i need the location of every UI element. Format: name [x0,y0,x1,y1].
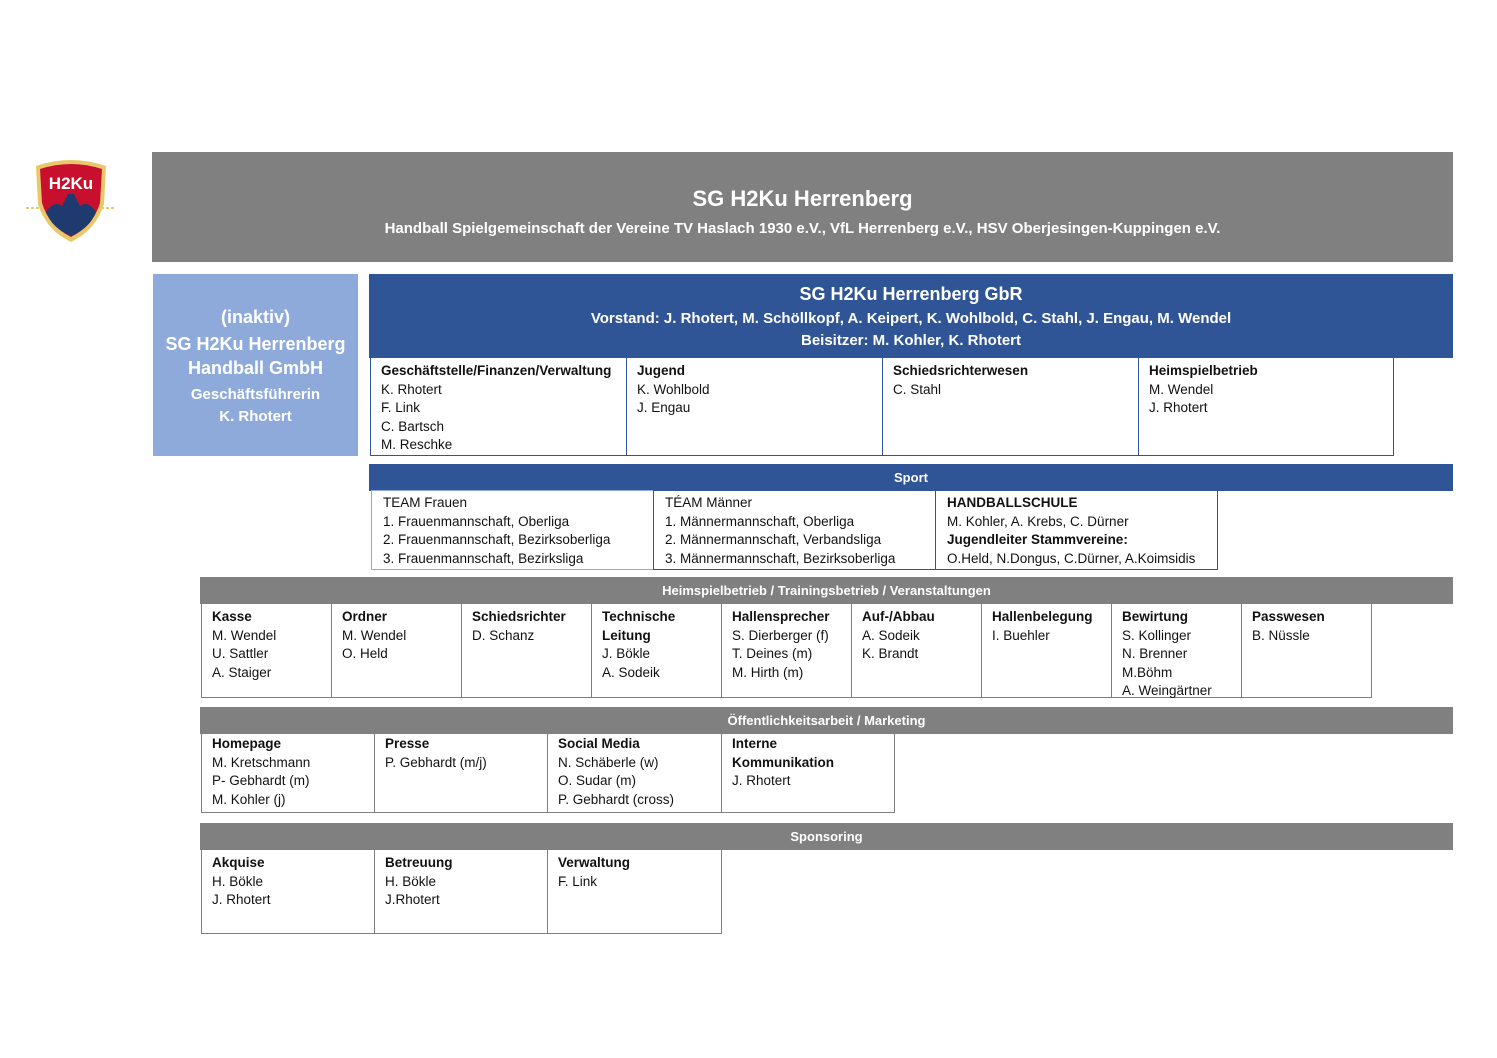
cell-member: M. Kohler, A. Krebs, C. Dürner [947,513,1129,529]
marketing-cell-interne-kommunikation [721,733,895,813]
team-item: 1. Männermannschaft, Oberliga [665,513,855,529]
cell-member: M. Wendel [1149,381,1214,397]
cell-title: Schiedsrichterwesen [893,363,1029,378]
cell-title: Presse [385,736,430,751]
cell-member: J. Rhotert [732,773,791,788]
heim-cell-passwesen [1241,603,1372,698]
gmbh-name-line2: Handball GmbH [187,358,323,378]
cell-title: Ordner [342,609,388,624]
heim-cell-auf-abbau [851,603,982,698]
cell-member: J. Bökle [602,646,651,661]
cell-member: M. Wendel [342,627,407,643]
cell-member: D. Schanz [472,627,535,643]
cell-member: A. Sodeik [602,664,660,680]
cell-subtitle: Jugendleiter Stammvereine: [947,532,1128,547]
cell-title: Hallensprecher [732,609,830,624]
sponsoring-cell-akquise [201,849,375,934]
cell-member: J. Rhotert [1149,400,1208,415]
sponsoring-bar: Sponsoring [200,823,1453,850]
cell-member: P- Gebhardt (m) [212,773,310,788]
cell-title: Betreuung [385,855,453,870]
cell-member: M.Böhm [1122,664,1173,680]
team-item: 2. Frauenmannschaft, Bezirksoberliga [383,532,611,547]
gmbh-role: Geschäftsführerin [190,386,321,403]
team-item: 3. Männermannschaft, Bezirksoberliga [665,550,896,566]
heim-cell-hallensprecher [721,603,852,698]
cell-member: O.Held, N.Dongus, C.Dürner, A.Koimsidis [947,550,1196,566]
cell-title: Social Media [558,736,640,751]
board-cell-geschaeftsstelle [370,357,627,456]
cell-member: K. Wohlbold [637,381,710,397]
cell-member: K. Brandt [862,646,919,661]
cell-member: M. Kretschmann [212,754,311,770]
cell-title: Kasse [212,609,252,624]
heim-cell-technische-leitung [591,603,722,698]
cell-member: U. Sattler [212,646,269,661]
page-title: SG H2Ku Herrenberg [692,186,913,211]
cell-title: Geschäftstelle/Finanzen/Verwaltung [381,363,612,378]
cell-member: H. Bökle [212,873,264,889]
cell-member: S. Dierberger (f) [732,627,829,643]
gmbh-person: K. Rhotert [219,408,292,425]
team-item: 1. Frauenmannschaft, Oberliga [383,513,570,529]
cell-member: J.Rhotert [385,892,440,907]
sport-cell-maenner [653,490,936,570]
gbr-title: SG H2Ku Herrenberg GbR [799,284,1023,304]
marketing-cell-social-media [547,733,722,813]
heim-cell-schiedsrichter [461,603,592,698]
heim-cell-ordner [331,603,462,698]
marketing-bar: Öffentlichkeitsarbeit / Marketing [200,707,1453,734]
cell-member: A. Weingärtner [1122,683,1212,698]
cell-member: M. Kohler (j) [212,791,286,807]
gmbh-name-line1: SG H2Ku Herrenberg [165,334,346,354]
cell-title: TEAM Frauen [383,495,468,510]
cell-member: M. Hirth (m) [732,664,804,680]
cell-member: F. Link [381,400,421,415]
cell-member: N. Schäberle (w) [558,754,659,770]
cell-member: K. Rhotert [381,381,442,397]
cell-member: N. Brenner [1122,646,1188,661]
team-item: 3. Frauenmannschaft, Bezirksliga [383,550,584,566]
cell-title: Homepage [212,736,282,751]
sport-cell-handballschule [935,490,1218,570]
cell-member: M. Wendel [212,627,277,643]
cell-member: S. Kollinger [1122,627,1192,643]
cell-title: Passwesen [1252,609,1325,624]
cell-title: Schiedsrichter [472,609,566,624]
cell-title: HANDBALLSCHULE [947,495,1078,510]
cell-member: P. Gebhardt (m/j) [385,754,487,770]
cell-member: J. Engau [637,400,691,415]
cell-title: Heimspielbetrieb [1149,363,1258,378]
team-item: 2. Männermannschaft, Verbandsliga [665,532,882,547]
heim-cell-kasse [201,603,332,698]
cell-member: P. Gebhardt (cross) [558,791,675,807]
cell-member: O. Held [342,646,388,661]
cell-title: TÉAM Männer [665,495,753,510]
gbr-header [369,274,1453,358]
marketing-cell-presse [374,733,548,813]
main-banner [152,152,1453,262]
sponsoring-cell-betreuung [374,849,548,934]
sport-cell-frauen [371,490,654,570]
cell-title: Verwaltung [558,855,631,870]
sport-bar: Sport [369,464,1453,491]
cell-title-2: Leitung [602,627,651,643]
heim-cell-hallenbelegung [981,603,1112,698]
heim-cell-bewirtung [1111,603,1242,698]
cell-title: Technische [602,609,676,624]
board-cell-jugend [626,357,883,456]
cell-title-2: Kommunikation [732,754,835,770]
heimspiel-bar: Heimspielbetrieb / Trainingsbetrieb / Veranstaltungen [200,577,1453,604]
cell-member: O. Sudar (m) [558,773,637,788]
cell-member: A. Staiger [212,664,272,680]
gmbh-status: (inaktiv) [220,307,290,327]
cell-title: Bewirtung [1122,609,1188,624]
cell-member: C. Stahl [893,381,942,397]
cell-title: Hallenbelegung [992,609,1093,624]
cell-member: J. Rhotert [212,892,271,907]
gmbh-box [153,274,358,456]
cell-member: B. Nüssle [1252,627,1310,643]
cell-title: Akquise [212,855,265,870]
board-cell-heimspielbetrieb [1138,357,1394,456]
sponsoring-cell-verwaltung [547,849,722,934]
club-logo [24,156,118,246]
cell-title: Interne [732,736,778,751]
cell-member: C. Bartsch [381,418,445,434]
cell-member: A. Sodeik [862,627,920,643]
cell-title: Auf-/Abbau [862,609,935,624]
cell-member: T. Deines (m) [732,646,813,661]
cell-title: Jugend [637,363,686,378]
board-cell-schiedsrichterwesen [882,357,1139,456]
page-subtitle: Handball Spielgemeinschaft der Vereine TV Haslach 1930 e.V., VfL Herrenberg e.V., HSV Oberjesingen-Kuppingen e.V. [384,220,1221,237]
gbr-beisitzer: Beisitzer: M. Kohler, K. Rhotert [800,332,1022,349]
cell-member: I. Buehler [992,627,1050,643]
marketing-cell-homepage [201,733,375,813]
cell-member: M. Reschke [381,437,453,452]
cell-member: F. Link [558,873,598,889]
logo-text: H2Ku [48,174,94,193]
cell-member: H. Bökle [385,873,437,889]
gbr-vorstand: Vorstand: J. Rhotert, M. Schöllkopf, A. Keipert, K. Wohlbold, C. Stahl, J. Engau, M. Wendel [590,310,1232,327]
